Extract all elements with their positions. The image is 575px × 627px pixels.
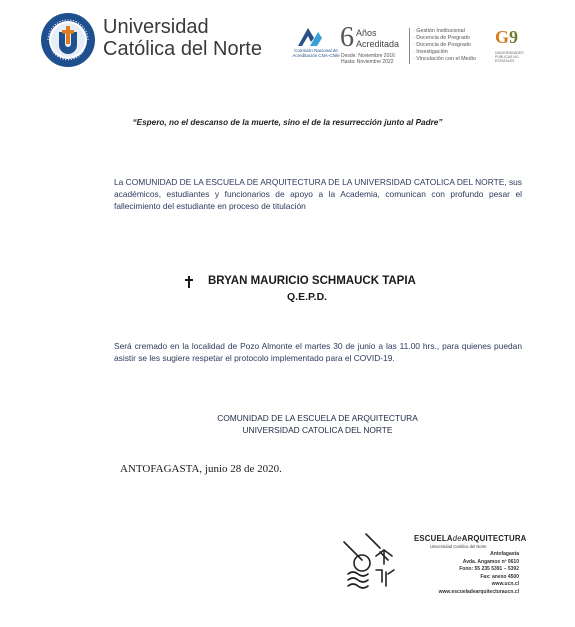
contact-city: Antofagasta [490, 551, 519, 557]
accreditation-to: Hasta: Noviembre 2022 [341, 59, 394, 65]
signature-block [150, 412, 485, 436]
memorial-quote: “Espero, no el descanso de la muerte, sino el de la resurrección junto al Padre” [132, 118, 443, 127]
qepd-label: Q.E.P.D. [287, 291, 328, 303]
university-name-line2: Católica del Norte [103, 38, 262, 60]
contact-phone: Fono: 55 235 5391 – 5392 [459, 566, 519, 572]
accreditation-from: Desde: Noviembre 2016 [341, 53, 395, 59]
accreditation-areas [413, 28, 476, 63]
school-contact [405, 551, 519, 596]
cna-accreditation-icon [284, 24, 334, 64]
accreditation-area: · Docencia de Pregrado [413, 35, 470, 41]
contact-fax: Fax: anexo 4500 [480, 573, 519, 580]
university-name-line1: Universidad [103, 16, 209, 38]
accreditation-area: · Gestión Institucional [413, 28, 465, 34]
g9-letter: G [495, 27, 510, 47]
place-date: ANTOFAGASTA, junio 28 de 2020. [120, 463, 282, 475]
g9-logo [495, 28, 518, 46]
contact-school-website-link[interactable]: www.escueladearquitecturaucn.cl [438, 588, 519, 595]
school-name [414, 534, 527, 543]
university-name [103, 16, 262, 60]
accreditation-years-label: Años [356, 28, 377, 38]
contact-address: Avda. Angamos nº 0610 [462, 558, 519, 565]
accreditation-status: Acreditada [356, 39, 400, 49]
ceremony-paragraph: Será cremado en la localidad de Pozo Almonte el martes 30 de junio a las 11.00 hrs., para quienes puedan asistir se les sugiere respetar el protocolo implementado para el COVID-19. [114, 341, 522, 363]
cna-label: Comisión Nacional de Acreditación CNA-Chile [292, 48, 340, 58]
school-name-part: ARQUITECTURA [461, 534, 527, 543]
contact-website-link[interactable]: www.ucn.cl [491, 581, 519, 587]
g9-number: 9 [509, 27, 519, 47]
school-subtitle: Universidad Católica del Norte [430, 544, 487, 549]
architecture-school-mark-icon [340, 530, 408, 592]
accreditation-area: · Docencia de Posgrado [413, 42, 471, 48]
signature-line: COMUNIDAD DE LA ESCUELA DE ARQUITECTURA [217, 413, 418, 423]
accreditation-divider [409, 28, 410, 64]
cross-icon [184, 276, 194, 288]
accreditation-years-number: 6 [340, 22, 354, 53]
university-seal-logo [40, 12, 96, 68]
signature-line: UNIVERSIDAD CATOLICA DEL NORTE [242, 425, 393, 435]
g9-tagline: UNIVERSIDADES PÚBLICAS NO ESTATALES [495, 51, 524, 63]
school-name-part: de [452, 534, 462, 543]
accreditation-area: · Vinculación con el Medio [413, 56, 476, 62]
announcement-paragraph: La COMUNIDAD DE LA ESCUELA DE ARQUITECTURA DE LA UNIVERSIDAD CATOLICA DEL NORTE, sus académicos, estudiantes y funcionarios de apoyo a la Academia, comunican con profundo pesar el fallecimiento del estudiante en proceso de titulación [114, 177, 522, 211]
deceased-name: BRYAN MAURICIO SCHMAUCK TAPIA [208, 275, 416, 287]
school-name-part: ESCUELA [414, 534, 453, 543]
accreditation-area: · Investigación [413, 49, 448, 55]
